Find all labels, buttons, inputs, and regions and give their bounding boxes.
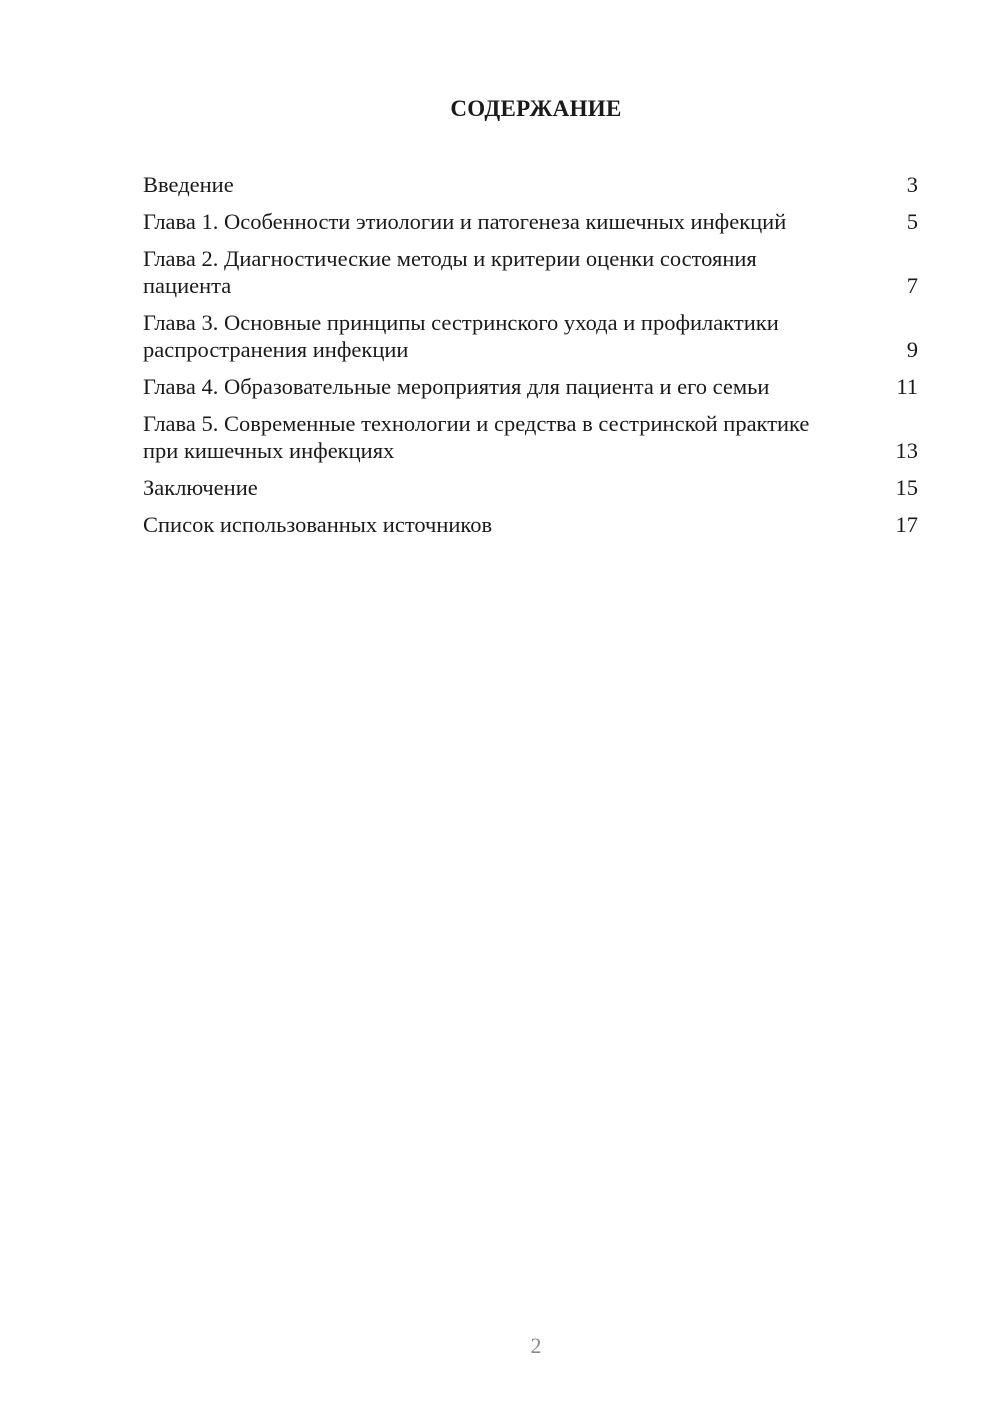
toc-entry-chapter-2 — [143, 245, 918, 299]
toc-entry-label: Введение — [143, 172, 234, 197]
toc-entry-page: 3 — [906, 172, 918, 197]
table-of-contents — [143, 171, 918, 548]
page-number: 2 — [530, 1333, 542, 1358]
toc-entry-page: 9 — [906, 337, 918, 362]
toc-entry-page: 11 — [896, 374, 918, 399]
toc-entry-chapter-3 — [143, 309, 918, 363]
page-title: СОДЕРЖАНИЕ — [450, 96, 622, 121]
toc-entry-introduction — [143, 171, 918, 198]
toc-entry-chapter-4 — [143, 373, 918, 400]
toc-entry-label: Глава 3. Основные принципы сестринского ухода и профилактики распространения инфекции — [143, 310, 779, 362]
toc-entry-conclusion — [143, 474, 918, 501]
toc-entry-page: 5 — [906, 209, 918, 234]
toc-entry-label: Заключение — [143, 475, 258, 500]
toc-entry-page: 17 — [895, 512, 918, 537]
toc-entry-chapter-1 — [143, 208, 918, 235]
toc-entry-page: 15 — [895, 475, 918, 500]
toc-entry-page: 13 — [895, 438, 918, 463]
toc-entry-label: Глава 4. Образовательные мероприятия для пациента и его семьи — [143, 374, 770, 399]
toc-entry-chapter-5 — [143, 410, 918, 464]
toc-entry-label: Глава 1. Особенности этиологии и патогенеза кишечных инфекций — [143, 209, 787, 234]
toc-entry-label: Глава 2. Диагностические методы и критерии оценки состояния пациента — [143, 246, 757, 298]
toc-entry-label: Список использованных источников — [143, 512, 493, 537]
toc-entry-page: 7 — [906, 273, 918, 298]
toc-entry-label: Глава 5. Современные технологии и средства в сестринской практике при кишечных инфекциях — [143, 411, 810, 463]
toc-entry-references — [143, 511, 918, 538]
